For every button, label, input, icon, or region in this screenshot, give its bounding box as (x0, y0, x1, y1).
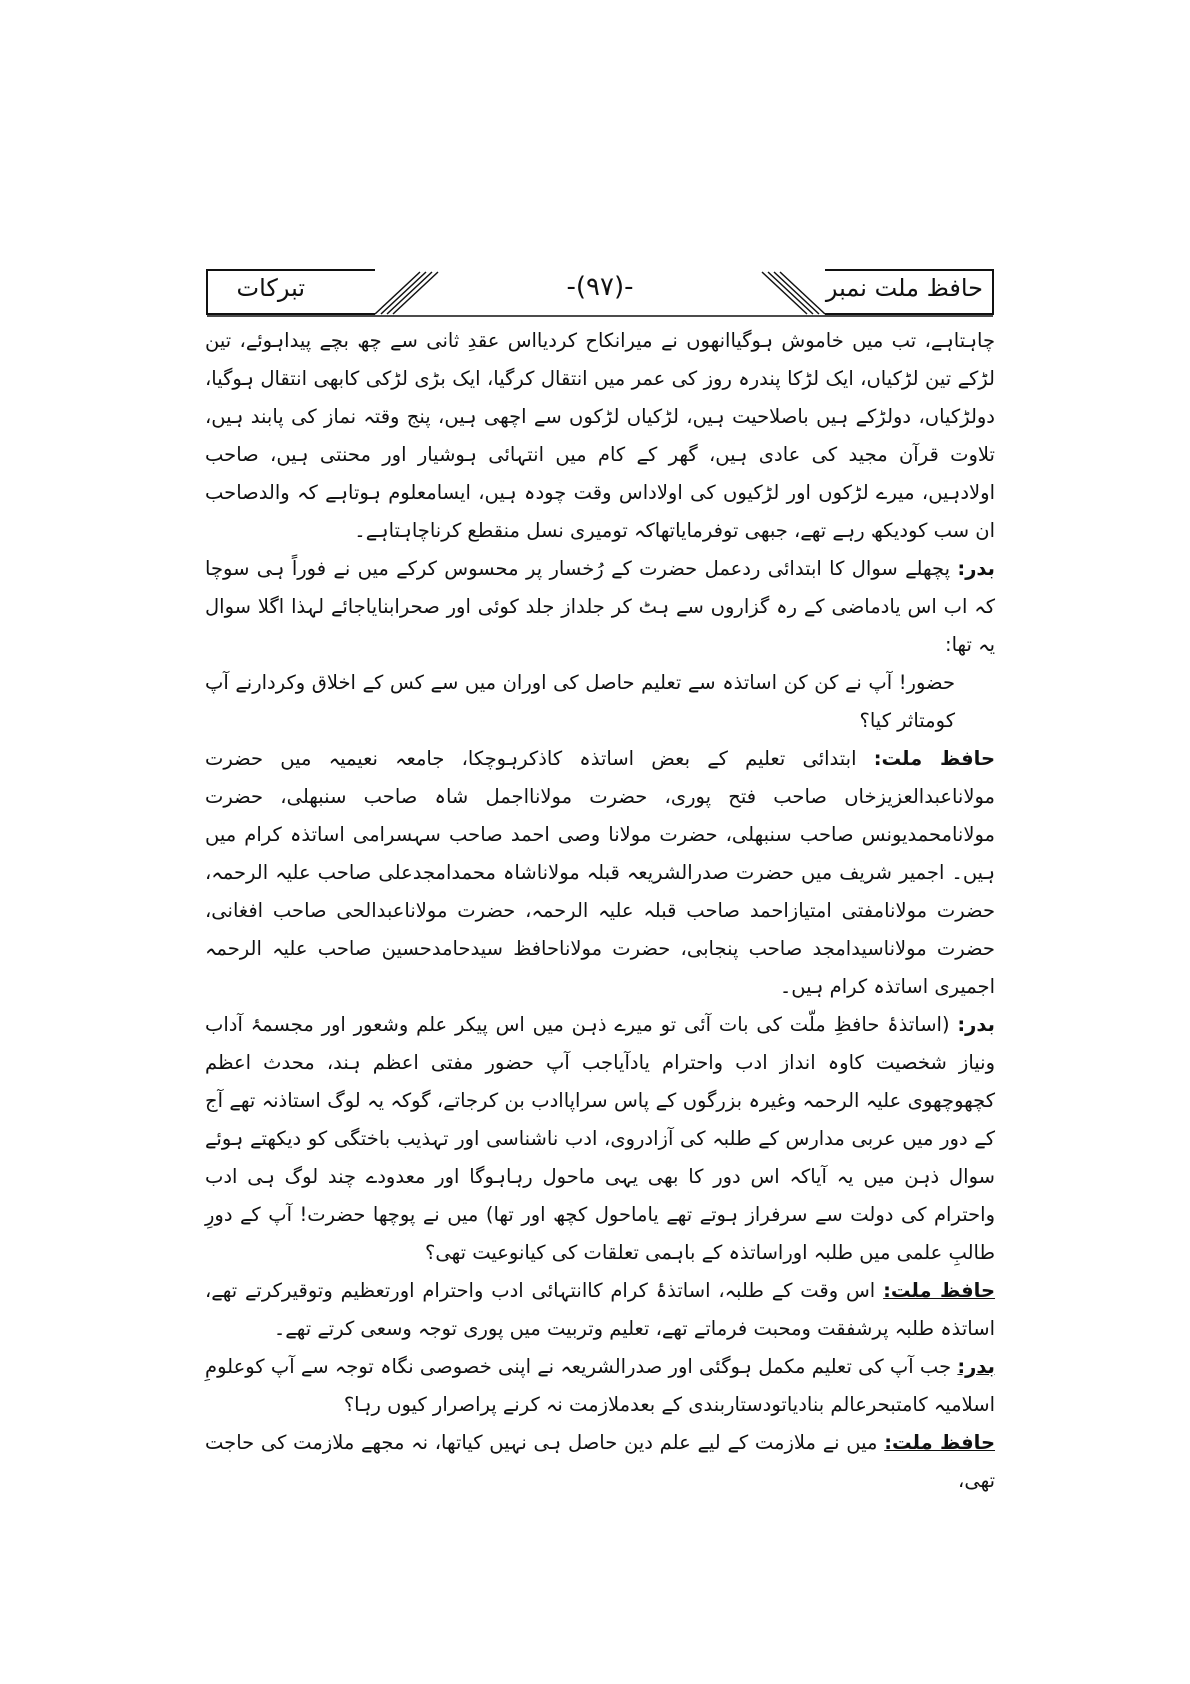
paragraph-6 (205, 1272, 995, 1348)
paragraph-4 (205, 740, 995, 1006)
speaker-label: بدر: (957, 1013, 995, 1036)
paragraph-text: اس وقت کے طلبہ، اساتذۂ کرام کاانتہائی ادب واحترام اورتعظیم وتوقیرکرتے تھے، اساتذہ طلبہ پرشفقت ومحبت فرماتے تھے، تعلیم وتربیت میں پوری توجہ وسعی کرتے تھے۔ (205, 1279, 995, 1340)
paragraph-7 (205, 1348, 995, 1424)
article-body (205, 322, 995, 1500)
page-number: -(۹۷)- (566, 272, 634, 302)
speaker-label: حافظ ملت: (884, 1431, 996, 1454)
magazine-title: حافظ ملت نمبر (825, 274, 983, 302)
paragraph-text: جب آپ کی تعلیم مکمل ہوگئی اور صدرالشریعہ نے اپنی خصوصی نگاہ توجہ سے آپ کوعلومِ اسلامیہ کامتبحرعالم بنادیاتودستاربندی کے بعدملازمت نہ کرنے پراصرار کیوں رہا؟ (205, 1355, 995, 1416)
paragraph-3 (205, 664, 995, 740)
paragraph-5 (205, 1006, 995, 1272)
page-header (205, 268, 995, 318)
paragraph-8 (205, 1424, 995, 1500)
section-title: تبرکات (236, 274, 305, 302)
paragraph-text: (اساتذۂ حافظِ ملّت کی بات آئی تو میرے ذہن میں اس پیکر علم وشعور اور مجسمۂ آداب ونیاز شخصیت کاوہ انداز ادب واحترام یادآیاجب آپ حضور مفتی اعظم ہند، محدث اعظم کچھوچھوی علیہ الرحمہ وغیرہ بزرگوں کے پاس سراپاادب بن کرجاتے، گوکہ یہ لوگ استاذنہ تھے آج کے دور میں عربی مدارس کے طلبہ کی آزادروی، ادب ناشناسی اور تہذیب باختگی کو دیکھتے ہوئے سوال ذہن میں یہ آیاکہ اس دور کا بھی یہی ماحول رہاہوگا اور معدودے چند لوگ ہی ادب واحترام کی دولت سے سرفراز ہوتے تھے یاماحول کچھ اور تھا) میں نے پوچھا حضرت! آپ کے دورِ طالبِ علمی میں طلبہ اوراساتذہ کے باہمی تعلقات کی کیانوعیت تھی؟ (205, 1013, 995, 1264)
speaker-label: بدر: (957, 557, 996, 580)
paragraph-text: حضور! آپ نے کن کن اساتذہ سے تعلیم حاصل کی اوران میں سے کس کے اخلاق وکردارنے آپ کومتاثر کیا؟ (205, 671, 955, 732)
paragraph-1 (205, 322, 995, 550)
speaker-label: حافظ ملت: (873, 747, 996, 770)
speaker-label: حافظ ملت: (883, 1279, 996, 1302)
paragraph-text: میں نے ملازمت کے لیے علم دین حاصل ہی نہیں کیاتھا، نہ مجھے ملازمت کی حاجت تھی، (205, 1431, 995, 1492)
paragraph-text: ابتدائی تعلیم کے بعض اساتذہ کاذکرہوچکا، جامعہ نعیمیہ میں حضرت مولاناعبدالعزیزخاں صاحب فتح پوری، حضرت مولانااجمل شاہ صاحب سنبھلی، حضرت مولانامحمدیونس صاحب سنبھلی، حضرت مولانا وصی احمد صاحب سہسرامی اساتذہ کرام میں ہیں۔ اجمیر شریف میں حضرت صدرالشریعہ قبلہ مولاناشاہ محمدامجدعلی صاحب علیہ الرحمہ، حضرت مولانامفتی امتیازاحمد صاحب قبلہ علیہ الرحمہ، حضرت مولاناعبدالحی صاحب افغانی، حضرت مولاناسیدامجد صاحب پنجابی، حضرت مولاناحافظ سیدحامدحسین صاحب علیہ الرحمہ اجمیری اساتذہ کرام ہیں۔ (205, 747, 995, 998)
speaker-label: بدر: (957, 1355, 995, 1378)
paragraph-text: چاہتاہے، تب میں خاموش ہوگیاانھوں نے میرانکاح کردیااس عقدِ ثانی سے چھ بچے پیداہوئے، تین لڑکے تین لڑکیاں، ایک لڑکا پندرہ روز کی عمر میں انتقال کرگیا، ایک بڑی لڑکی کابھی انتقال ہوگیا، دولڑکیاں، دولڑکے ہیں باصلاحیت ہیں، لڑکیاں لڑکوں سے اچھی ہیں، پنج وقتہ نماز کی پابند ہیں، تلاوت قرآن مجید کی عادی ہیں، گھر کے کام میں انتہائی ہوشیار اور محنتی ہیں، صاحب اولادہیں، میرے لڑکوں اور لڑکیوں کی اولاداس وقت چودہ ہیں، ایسامعلوم ہوتاہے کہ والدصاحب ان سب کودیکھ رہے تھے، جبھی توفرمایاتھاکہ تومیری نسل منقطع کرناچاہتاہے۔ (205, 329, 995, 542)
paragraph-text: پچھلے سوال کا ابتدائی ردعمل حضرت کے رُخسار پر محسوس کرکے میں نے فوراً ہی سوچا کہ اب اس یادماضی کے رہ گزاروں سے ہٹ کر جلداز جلد کوئی اور صحرابنایاجائے لہذا اگلا سوال یہ تھا: (205, 557, 995, 656)
paragraph-2 (205, 550, 995, 664)
